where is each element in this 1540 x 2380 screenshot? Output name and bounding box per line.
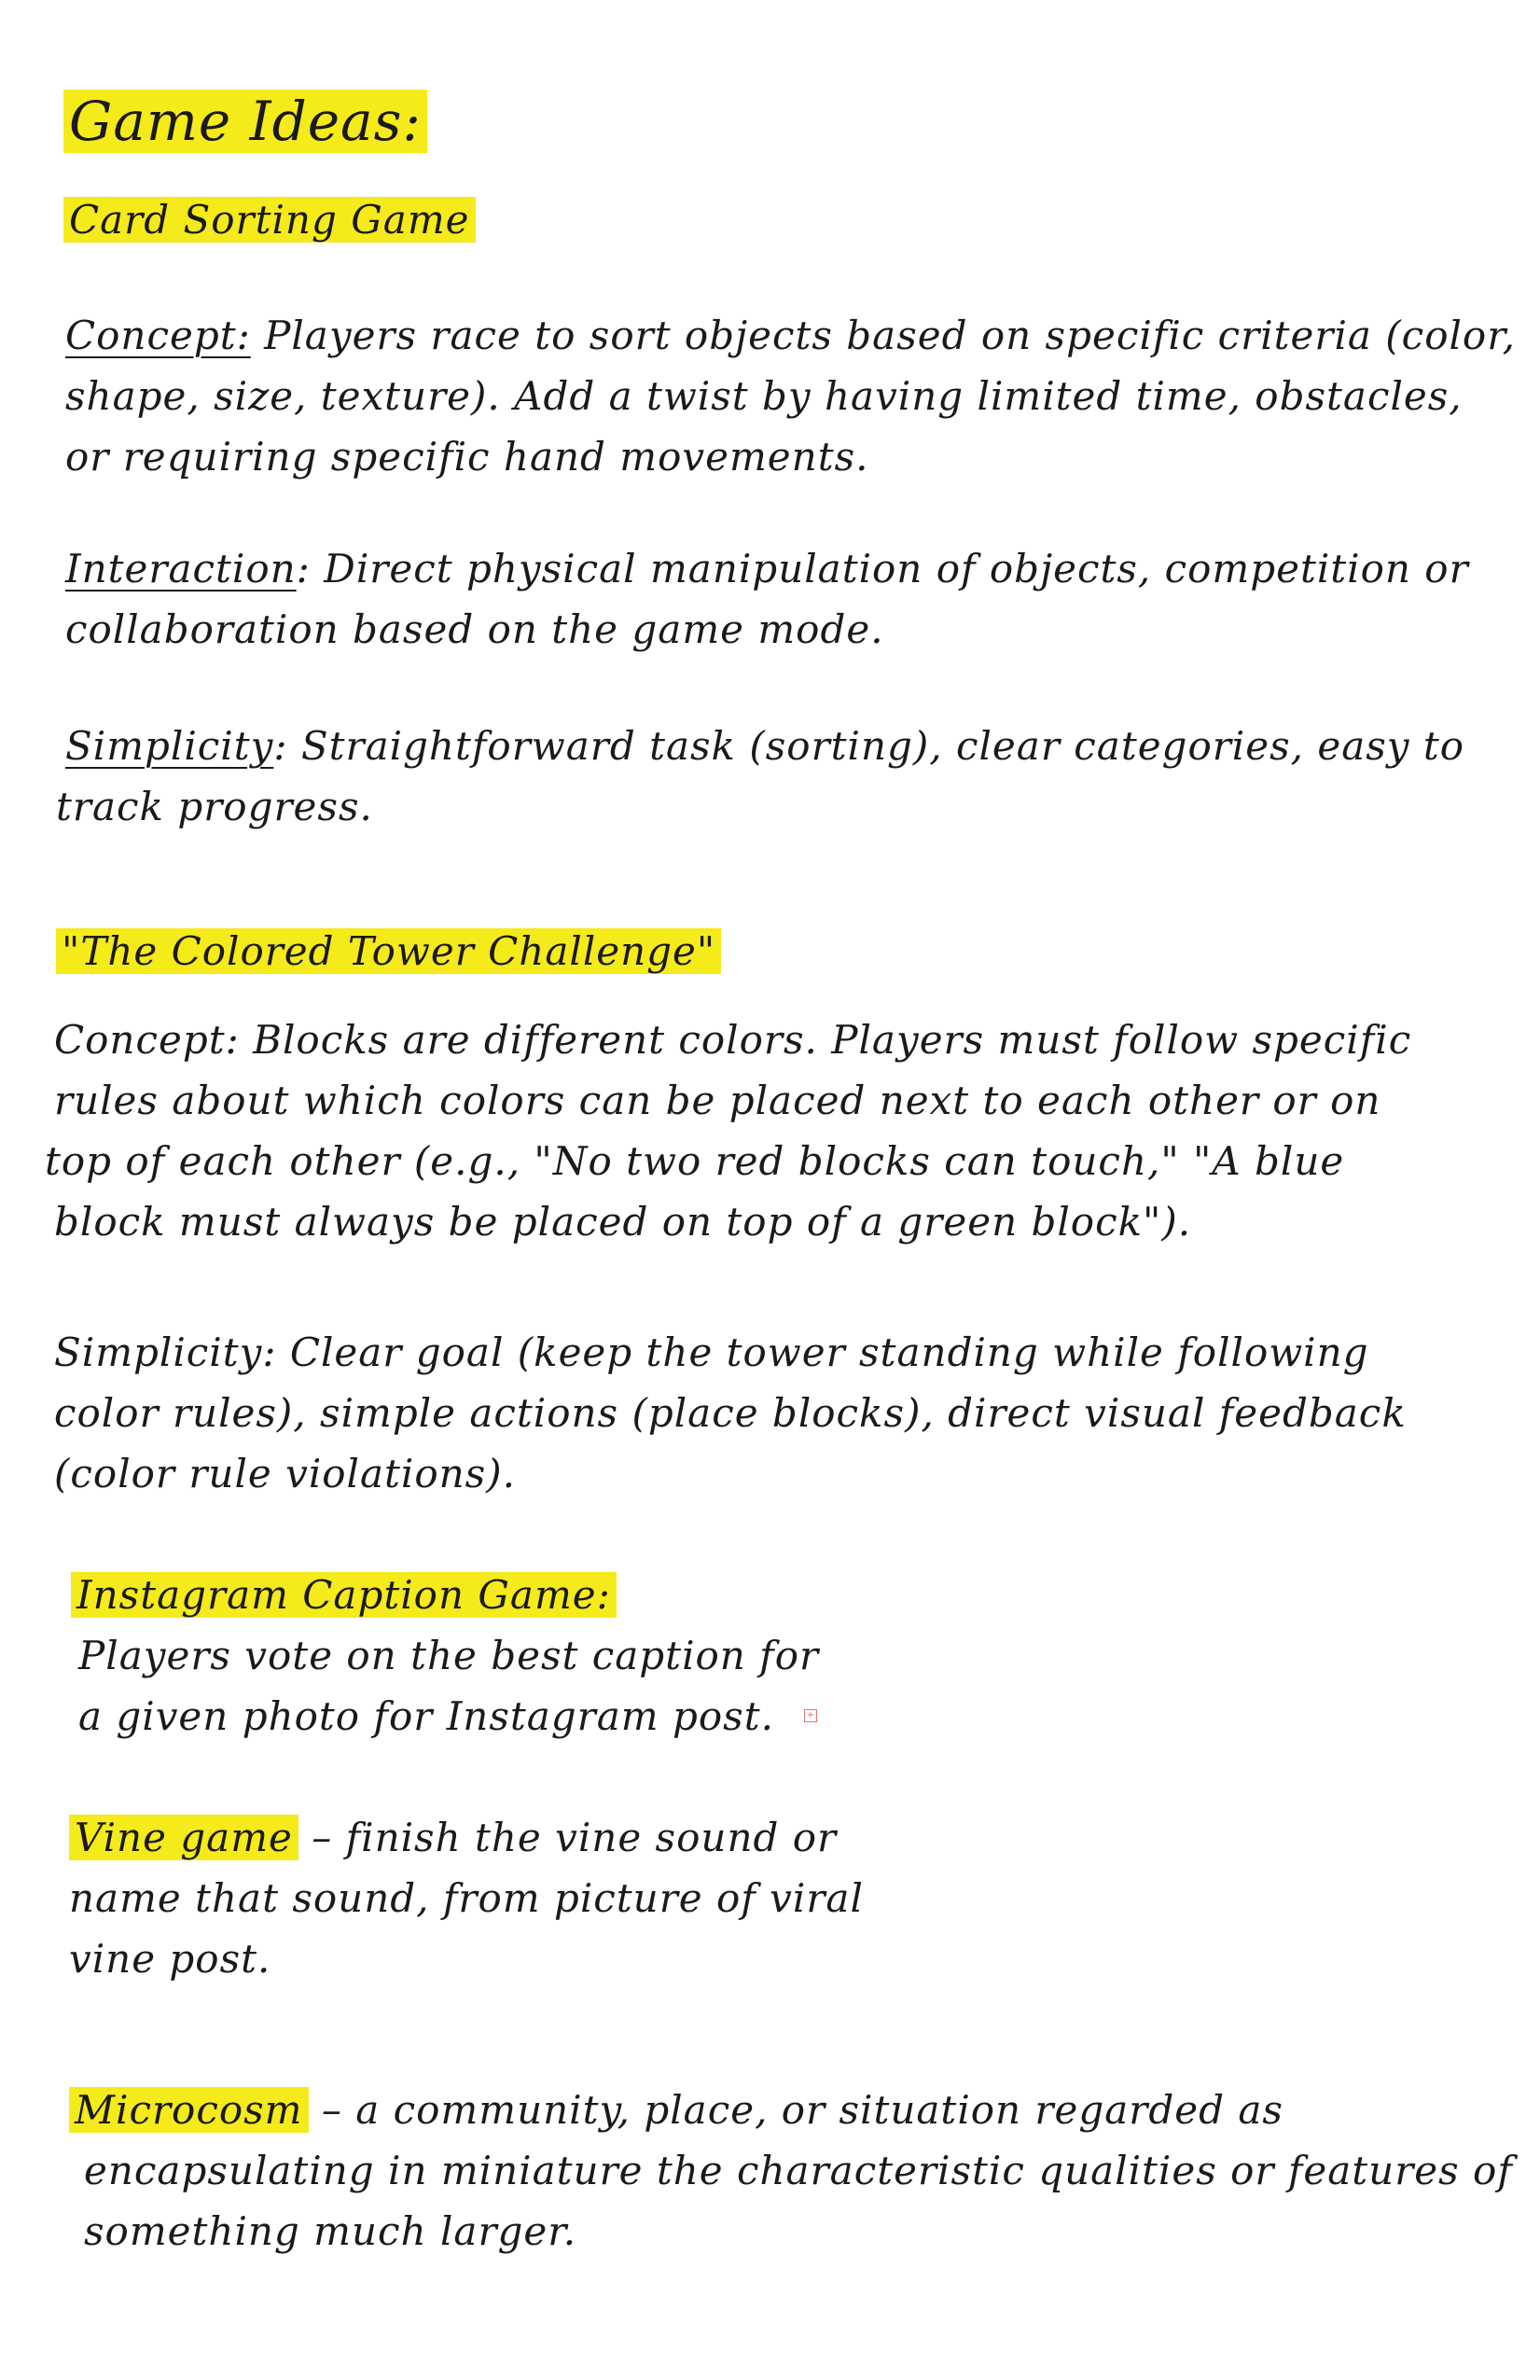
colored-tower-heading: "The Colored Tower Challenge" (56, 924, 721, 980)
card-sorting-simplicity-line-2: track progress. (56, 784, 373, 829)
microcosm-heading: Microcosm (69, 2087, 309, 2133)
colored-tower-simplicity-line-2: color rules), simple actions (place blocks), direct visual feedback (54, 1390, 1407, 1436)
card-sorting-concept-line-2: shape, size, texture). Add a twist by having limited time, obstacles, (65, 373, 1463, 419)
vine-line-2: name that sound, from picture of viral (69, 1875, 864, 1921)
simplicity-label: Simplicity (65, 723, 274, 769)
instagram-line-1: Players vote on the best caption for (78, 1633, 820, 1678)
instagram-line-2: a given photo for Instagram post. (78, 1693, 774, 1739)
colored-tower-simplicity-line-3: (color rule violations). (54, 1451, 516, 1496)
card-sorting-simplicity-line-1: Simplicity: Straightforward task (sorting), clear categories, easy to (65, 723, 1465, 769)
microcosm-line-3: something much larger. (84, 2208, 577, 2254)
card-sorting-concept-line-1: Concept: Players race to sort objects based on specific criteria (color, (65, 313, 1517, 358)
card-sorting-concept-line-3: or requiring specific hand movements. (65, 434, 869, 480)
colored-tower-concept-line-1: Concept: Blocks are different colors. Players must follow specific (54, 1017, 1412, 1063)
vine-line-3: vine post. (69, 1936, 271, 1982)
colored-tower-simplicity-line-1: Simplicity: Clear goal (keep the tower standing while following (54, 1329, 1369, 1375)
colored-tower-concept-line-4: block must always be placed on top of a green block"). (54, 1199, 1192, 1245)
microcosm-line-2: encapsulating in miniature the characteristic qualities or features of (84, 2148, 1513, 2193)
plus-box-icon: + (804, 1709, 817, 1722)
colored-tower-concept-line-2: rules about which colors can be placed next to each other or on (54, 1078, 1381, 1123)
interaction-label: Interaction (65, 546, 297, 592)
page-title: Game Ideas: (63, 89, 427, 154)
instagram-heading: Instagram Caption Game: (71, 1567, 617, 1623)
card-sorting-interaction-line-2: collaboration based on the game mode. (65, 606, 884, 652)
concept-label: Concept: (65, 313, 251, 358)
colored-tower-concept-line-3: top of each other (e.g., "No two red blocks can touch," "A blue (45, 1138, 1345, 1184)
card-sorting-heading: Card Sorting Game (63, 192, 476, 248)
vine-line-1: Vine game – finish the vine sound or (69, 1810, 837, 1866)
microcosm-line-1: Microcosm – a community, place, or situation regarded as (69, 2082, 1283, 2138)
card-sorting-interaction-line-1: Interaction: Direct physical manipulation of objects, competition or (65, 546, 1469, 592)
vine-heading: Vine game (69, 1815, 298, 1860)
